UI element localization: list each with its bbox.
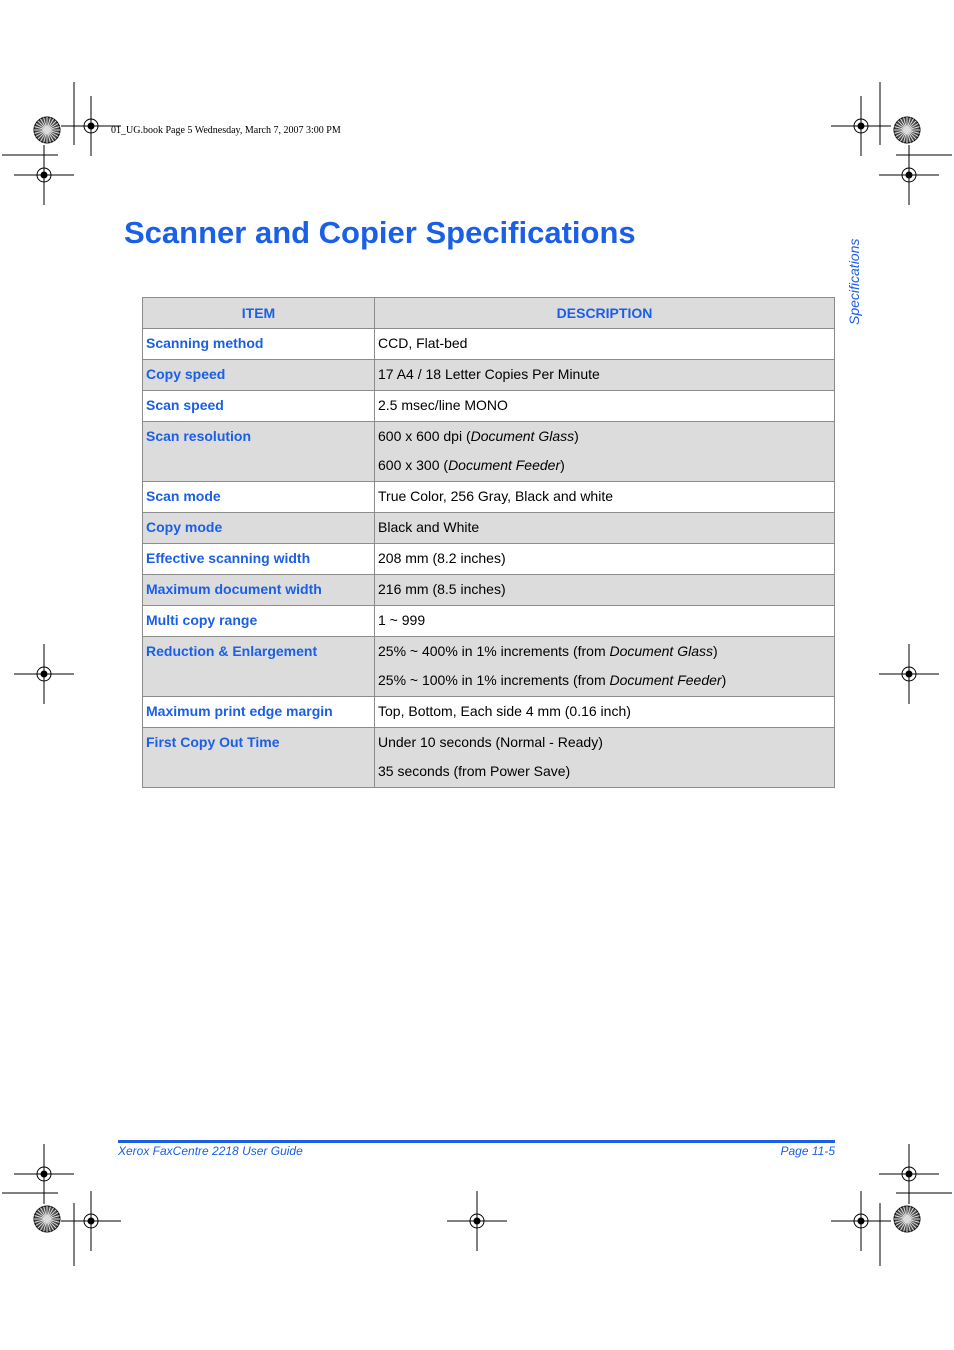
description-suffix: ) (574, 428, 579, 444)
registration-mark-icon (831, 96, 891, 156)
description-text: 600 x 600 dpi ( (378, 428, 471, 444)
description-text: 600 x 300 ( (378, 457, 449, 473)
description-emphasis: Document Glass (470, 428, 575, 444)
spec-item-cell: Effective scanning width (143, 544, 375, 575)
description-line: 17 A4 / 18 Letter Copies Per Minute (378, 366, 600, 382)
spec-item-cell: Scan mode (143, 482, 375, 513)
header-item: ITEM (143, 298, 375, 329)
description-suffix: ) (560, 457, 565, 473)
spec-item-cell: First Copy Out Time (143, 728, 375, 788)
description-line: 216 mm (8.5 inches) (378, 581, 506, 597)
registration-mark-icon (879, 145, 939, 205)
side-tab-label: Specifications (846, 238, 862, 325)
registration-mark-icon (879, 1144, 939, 1204)
registration-mark-icon (879, 644, 939, 704)
description-line: Top, Bottom, Each side 4 mm (0.16 inch) (378, 703, 631, 719)
registration-mark-icon (447, 1191, 507, 1251)
description-suffix: ) (721, 672, 727, 688)
registration-mark-icon (14, 644, 74, 704)
spec-item-cell: Scan speed (143, 391, 375, 422)
description-line: 1 ~ 999 (378, 612, 426, 628)
book-slug: 01_UG.book Page 5 Wednesday, March 7, 2007 3:00 PM (111, 125, 341, 136)
description-line: 208 mm (8.2 inches) (378, 550, 506, 566)
registration-mark-icon (61, 96, 121, 156)
registration-mark-icon (831, 1191, 891, 1251)
description-line: CCD, Flat-bed (378, 335, 468, 351)
registration-mark-icon (61, 1191, 121, 1251)
footer-guide-title: Xerox FaxCentre 2218 User Guide (118, 1144, 303, 1158)
spec-item-cell: Copy mode (143, 513, 375, 544)
page-title: Scanner and Copier Specifications (124, 215, 636, 250)
header-description: DESCRIPTION (375, 298, 835, 329)
color-target-icon (894, 1206, 920, 1232)
color-target-icon (894, 117, 920, 143)
description-text: 25% ~ 100% in 1% increments (from (378, 672, 610, 688)
description-suffix: ) (712, 643, 718, 659)
spec-item-cell: Reduction & Enlargement (143, 637, 375, 697)
spec-item-cell: Multi copy range (143, 606, 375, 637)
description-line: 2.5 msec/line MONO (378, 397, 508, 413)
description-emphasis: Document Feeder (448, 457, 561, 473)
spec-item-cell: Copy speed (143, 360, 375, 391)
description-emphasis: Document Glass (609, 643, 713, 659)
registration-mark-icon (14, 1144, 74, 1204)
color-target-icon (34, 117, 60, 143)
spec-item-cell: Scan resolution (143, 422, 375, 482)
description-line: True Color, 256 Gray, Black and white (378, 488, 613, 504)
registration-mark-icon (14, 145, 74, 205)
color-target-icon (34, 1206, 60, 1232)
description-emphasis: Document Feeder (609, 672, 722, 688)
description-line: Black and White (378, 519, 480, 535)
spec-item-cell: Scanning method (143, 329, 375, 360)
footer-page-number: Page 11-5 (780, 1144, 835, 1158)
description-text: 25% ~ 400% in 1% increments (from (378, 643, 610, 659)
description-line: 35 seconds (from Power Save) (378, 763, 571, 779)
spec-item-cell: Maximum document width (143, 575, 375, 606)
spec-item-cell: Maximum print edge margin (143, 697, 375, 728)
description-line: Under 10 seconds (Normal - Ready) (378, 734, 603, 750)
